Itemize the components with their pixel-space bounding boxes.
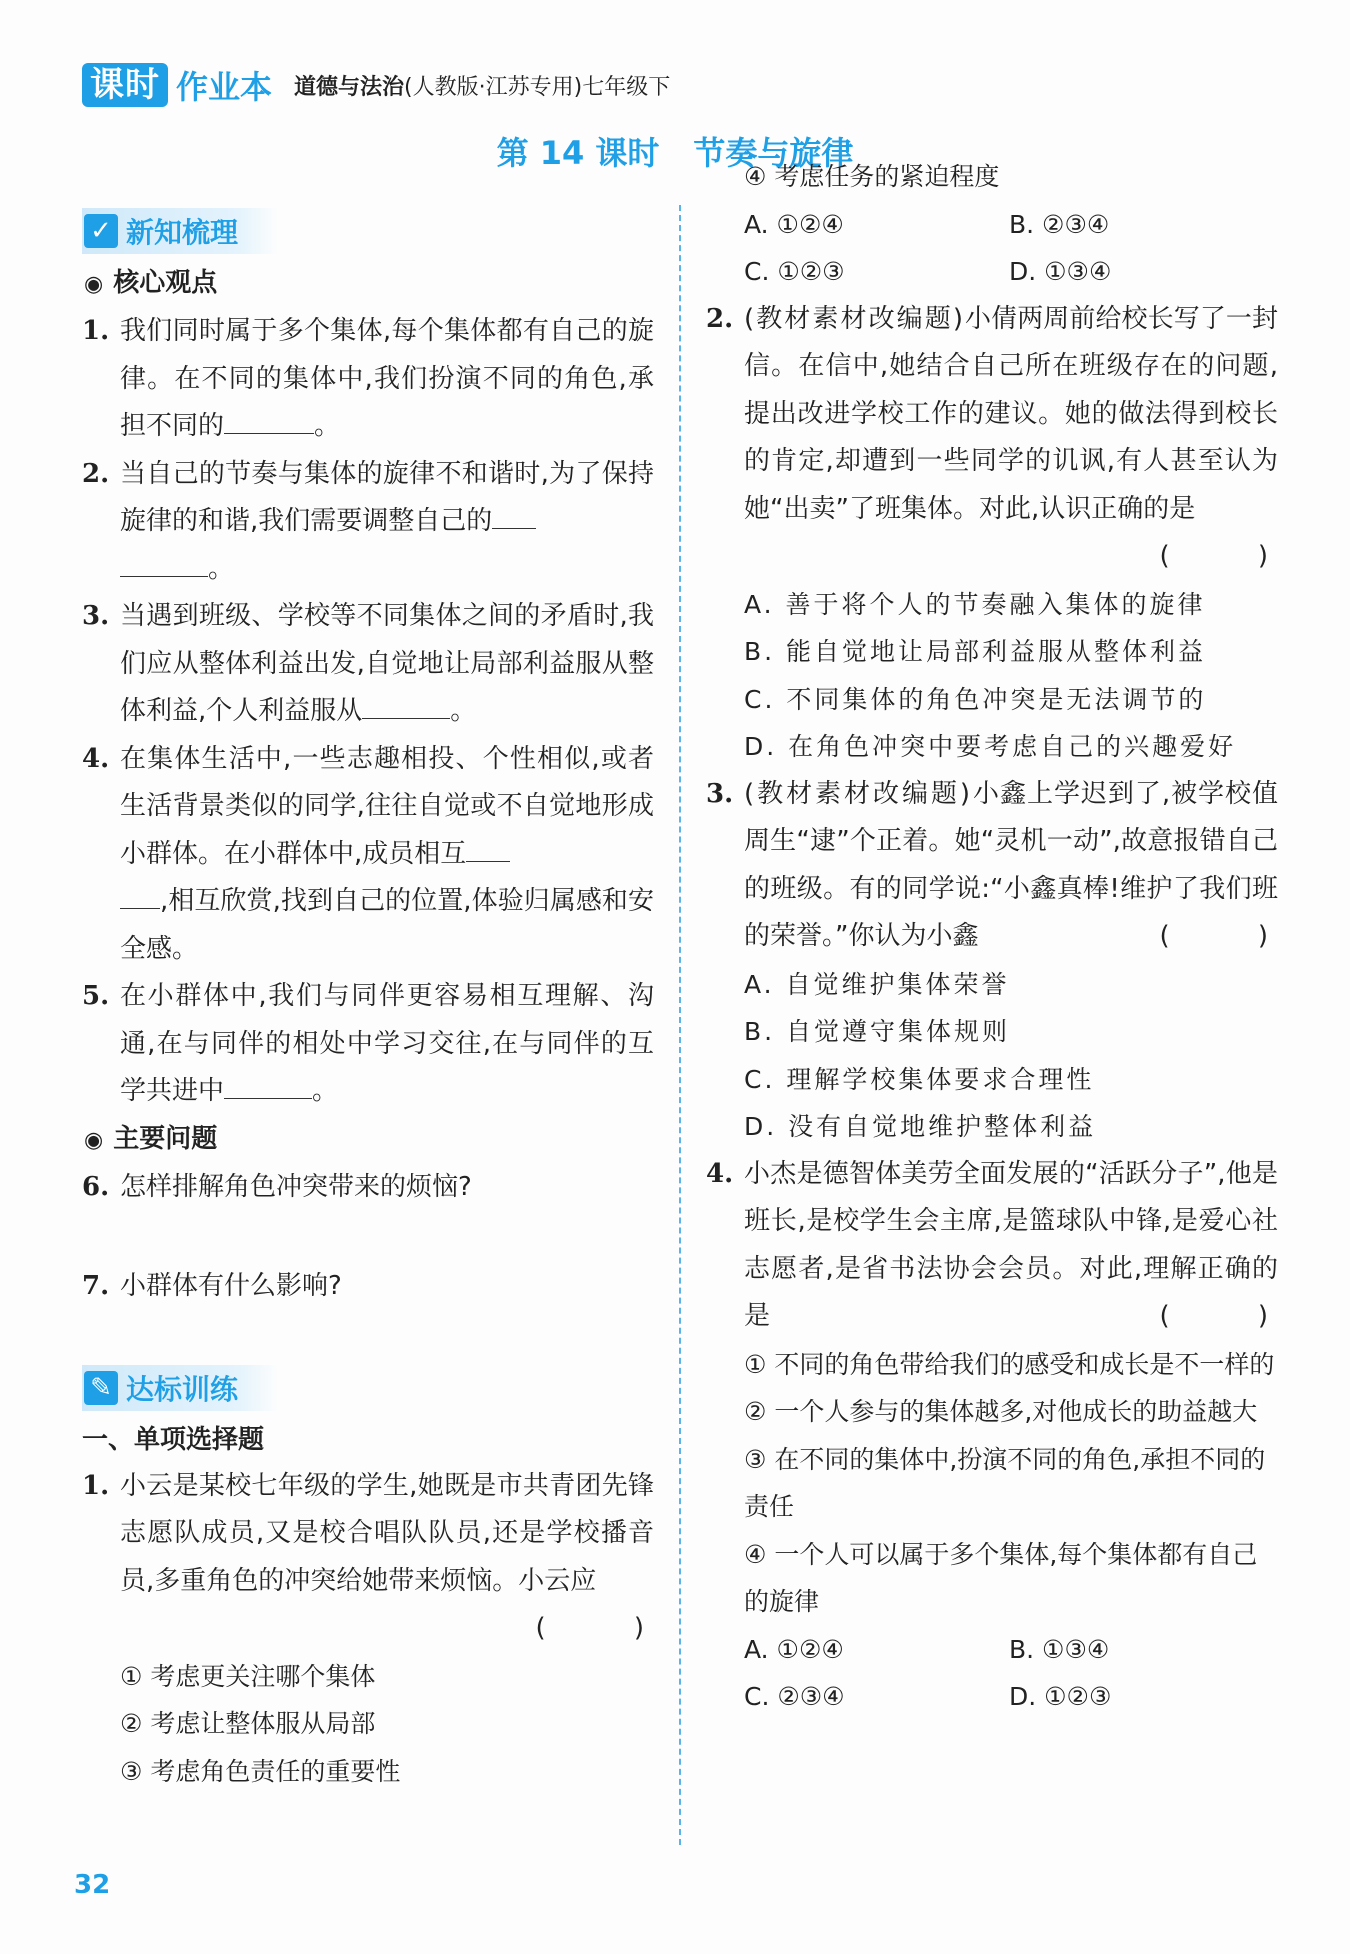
subhead-label: 主要问题 xyxy=(113,1123,218,1154)
answer-blank[interactable] xyxy=(120,546,208,577)
edition: (人教版·江苏专用) xyxy=(404,75,583,100)
answer-paren[interactable]: ( ) xyxy=(1159,1301,1308,1331)
question-end: 。 xyxy=(314,411,341,441)
question-number: 7. xyxy=(82,1271,110,1301)
answer-blank[interactable] xyxy=(466,831,510,862)
section-label: 新知梳理 xyxy=(126,216,239,249)
subject: 道德与法治 xyxy=(294,75,405,100)
option-d[interactable]: D. 在角色冲突中要考虑自己的兴趣爱好 xyxy=(744,732,1237,761)
column-divider xyxy=(679,205,681,1845)
section-badge-new-knowledge xyxy=(82,208,278,254)
mc-question-4 xyxy=(706,1151,1308,1341)
statement-item: ② 考虑让整体服从局部 xyxy=(120,1709,376,1738)
question-tag: (教材素材改编题) xyxy=(744,778,973,809)
question-7 xyxy=(82,1263,654,1311)
question-number: 1. xyxy=(82,316,110,346)
right-column xyxy=(706,153,1308,1721)
question-1 xyxy=(82,308,654,451)
question-tag: (教材素材改编题) xyxy=(744,303,965,334)
book-info xyxy=(294,70,670,101)
option-b[interactable]: B. 能自觉地让局部利益服从整体利益 xyxy=(744,637,1207,666)
subhead-main-questions xyxy=(84,1116,654,1164)
question-3 xyxy=(82,593,654,736)
question-number: 4. xyxy=(706,1158,734,1189)
question-text: 小杰是德智体美劳全面发展的“活跃分子”,他是班长,是校学生会主席,是篮球队中锋,是爱心社志愿者,是省书法协会会员。对此,理解正确的是 xyxy=(744,1158,1278,1331)
question-5 xyxy=(82,973,654,1116)
option-a[interactable]: A. ①②④ xyxy=(744,209,844,239)
lesson-name: 节奏与旋律 xyxy=(693,134,854,172)
option-row xyxy=(706,248,1278,296)
question-2 xyxy=(82,451,654,594)
question-text: 小云是某校七年级的学生,她既是市共青团先锋志愿队成员,又是校合唱队队员,还是学校播音员,多重角色的冲突给她带来烦恼。小云应 xyxy=(120,1470,654,1596)
question-number: 4. xyxy=(82,743,110,774)
subhead-core-views xyxy=(84,260,654,308)
option-b[interactable]: B. ②③④ xyxy=(1009,209,1110,239)
option-c[interactable]: C. 理解学校集体要求合理性 xyxy=(744,1064,1095,1094)
question-end: ,相互欣赏,找到自己的位置,体验归属感和安全感。 xyxy=(120,886,654,964)
question-text: 怎样排解角色冲突带来的烦恼? xyxy=(120,1171,472,1202)
question-text: 在小群体中,我们与同伴更容易相互理解、沟通,在与同伴的相处中学习交往,在与同伴的互学共进中 xyxy=(120,981,654,1106)
answer-paren[interactable]: ( ) xyxy=(535,1613,684,1643)
option-d[interactable]: D. ①②③ xyxy=(1009,1682,1112,1711)
mc-question-3 xyxy=(706,771,1308,961)
option-row xyxy=(706,1673,1278,1721)
brand-name: 作业本 xyxy=(176,68,273,106)
question-number: 3. xyxy=(82,601,110,631)
option-a[interactable]: A. 自觉维护集体荣誉 xyxy=(744,969,1010,999)
statement-item: ① 考虑更关注哪个集体 xyxy=(120,1661,376,1691)
option-b[interactable]: B. 自觉遵守集体规则 xyxy=(744,1017,1011,1046)
question-6 xyxy=(82,1164,654,1212)
mc-question-1 xyxy=(82,1463,684,1653)
option-b[interactable]: B. ①③④ xyxy=(1009,1634,1110,1664)
question-number: 2. xyxy=(82,458,110,489)
answer-space[interactable] xyxy=(82,1311,654,1357)
statement-item: ④ 一个人可以属于多个集体,每个集体都有自己的旋律 xyxy=(744,1539,1258,1616)
question-end: 。 xyxy=(450,696,477,726)
question-number: 2. xyxy=(706,303,734,334)
answer-blank[interactable] xyxy=(362,688,450,719)
question-text: 当自己的节奏与集体的旋律不和谐时,为了保持旋律的和谐,我们需要调整自己的 xyxy=(120,458,654,536)
question-text: 我们同时属于多个集体,每个集体都有自己的旋律。在不同的集体中,我们扮演不同的角色,承担不同的 xyxy=(120,316,654,441)
question-text: 小鑫上学迟到了,被学校值周生“逮”个正着。她“灵机一动”,故意报错自己的班级。有的同学说:“小鑫真棒!维护了我们班的荣誉。”你认为小鑫 xyxy=(744,778,1278,951)
statement-item: ④ 考虑任务的紧迫程度 xyxy=(744,162,1000,191)
question-text: 在集体生活中,一些志趣相投、个性相似,或者生活背景类似的同学,往往自觉或不自觉地形成小群体。在小群体中,成员相互 xyxy=(120,743,654,869)
option-c[interactable]: C. 不同集体的角色冲突是无法调节的 xyxy=(744,684,1207,714)
question-number: 3. xyxy=(706,778,734,809)
question-text: 小倩两周前给校长写了一封信。在信中,她结合自己所在班级存在的问题,提出改进学校工作的建议。她的做法得到校长的肯定,却遭到一些同学的讥讽,有人甚至认为她“出卖”了班集体。对此,认识正确的是 xyxy=(744,303,1278,524)
answer-space[interactable] xyxy=(82,1211,654,1263)
statement-item: ② 一个人参与的集体越多,对他成长的助益越大 xyxy=(744,1397,1258,1426)
statement-item: ③ 考虑角色责任的重要性 xyxy=(120,1756,401,1786)
bullet-icon: ◉ xyxy=(84,272,104,297)
option-d[interactable]: D. 没有自觉地维护整体利益 xyxy=(744,1112,1097,1141)
question-end: 。 xyxy=(208,553,235,584)
option-a[interactable]: A. 善于将个人的节奏融入集体的旋律 xyxy=(744,589,1206,619)
option-d[interactable]: D. ①③④ xyxy=(1009,257,1112,286)
answer-paren[interactable]: ( ) xyxy=(1159,541,1308,571)
lesson-number: 第 14 课时 xyxy=(496,134,660,172)
part-title: 一、单项选择题 xyxy=(82,1424,265,1455)
section-badge-training xyxy=(82,1365,278,1411)
option-row xyxy=(706,1626,1278,1674)
option-a[interactable]: A. ①②④ xyxy=(744,1634,844,1664)
pencil-icon: ✎ xyxy=(84,1371,118,1405)
question-text: 小群体有什么影响? xyxy=(120,1271,342,1301)
question-number: 5. xyxy=(82,981,110,1011)
question-number: 1. xyxy=(82,1470,110,1501)
section-label: 达标训练 xyxy=(126,1372,239,1406)
answer-blank[interactable] xyxy=(120,878,160,909)
statement-item: ③ 在不同的集体中,扮演不同的角色,承担不同的责任 xyxy=(744,1444,1266,1521)
mc-question-2 xyxy=(706,296,1308,581)
question-4 xyxy=(82,736,654,974)
checkbox-icon: ✓ xyxy=(84,214,118,248)
option-c[interactable]: C. ②③④ xyxy=(744,1682,845,1711)
question-number: 6. xyxy=(82,1171,110,1202)
answer-blank[interactable] xyxy=(492,498,536,529)
bullet-icon: ◉ xyxy=(84,1127,104,1153)
question-text: 当遇到班级、学校等不同集体之间的矛盾时,我们应从整体利益出发,自觉地让局部利益服从整体利益,个人利益服从 xyxy=(120,601,654,726)
grade: 七年级下 xyxy=(582,75,671,100)
answer-paren[interactable]: ( ) xyxy=(1159,921,1308,951)
option-row xyxy=(706,201,1278,249)
answer-blank[interactable] xyxy=(224,1068,312,1099)
option-c[interactable]: C. ①②③ xyxy=(744,257,845,286)
statement-item: ① 不同的角色带给我们的感受和成长是不一样的 xyxy=(744,1349,1275,1379)
brand-logo: 课时 xyxy=(82,63,168,107)
left-column xyxy=(82,200,684,1795)
brand xyxy=(82,62,272,108)
answer-blank[interactable] xyxy=(224,403,314,434)
subhead-label: 核心观点 xyxy=(113,268,218,298)
question-end: 。 xyxy=(312,1076,339,1106)
page-number: 32 xyxy=(74,1870,111,1900)
